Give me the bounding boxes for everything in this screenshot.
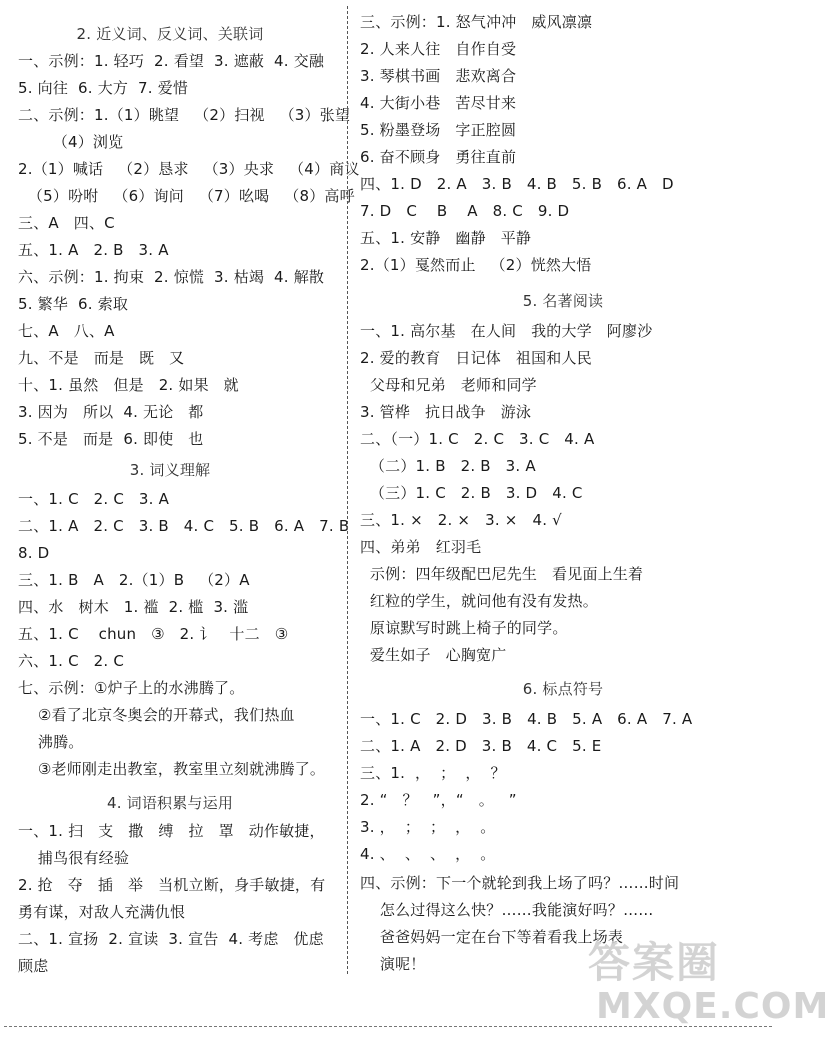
answer-line: 2.（1）喊话 （2）恳求 （3）央求 （4）商议 — [18, 160, 360, 178]
section-heading: 6. 标点符号 — [522, 680, 604, 698]
answer-line: 3. 因为 所以 4. 无论 都 — [18, 403, 204, 421]
answer-line: 4. 、 、 、 ， 。 — [360, 845, 496, 863]
answer-line: （5）吩咐 （6）询问 （7）吆喝 （8）高呼 — [18, 187, 355, 205]
answer-line: 5. 不是 而是 6. 即使 也 — [18, 430, 204, 448]
answer-line: 父母和兄弟 老师和同学 — [360, 376, 537, 394]
section-heading: 5. 名著阅读 — [522, 292, 604, 310]
watermark-text: 答案圈 — [588, 938, 721, 987]
answer-line: 一、1. C 2. D 3. B 4. B 5. A 6. A 7. A — [360, 710, 693, 728]
answer-line: 七、示例：①炉子上的水沸腾了。 — [18, 679, 245, 697]
answer-line: 红粒的学生，就问他有没有发热。 — [360, 592, 598, 610]
answer-line: 2.（1）戛然而止 （2）恍然大悟 — [360, 256, 592, 274]
column-divider — [347, 6, 348, 974]
answer-line: 6. 奋不顾身 勇往直前 — [360, 148, 517, 166]
answer-line: 捕鸟很有经验 — [18, 849, 130, 867]
answer-line: 七、A 八、A — [18, 322, 115, 340]
answer-line: （4）浏览 — [18, 133, 124, 151]
answer-line: ②看了北京冬奥会的开幕式，我们热血 — [18, 706, 295, 724]
answer-line: 2. 抢 夺 插 举 当机立断，身手敏捷，有 — [18, 876, 326, 894]
answer-line: 四、弟弟 红羽毛 — [360, 538, 482, 556]
answer-line: 三、A 四、C — [18, 214, 115, 232]
answer-line: 六、示例：1. 拘束 2. 惊慌 3. 枯竭 4. 解散 — [18, 268, 325, 286]
answer-line: 7. D C B A 8. C 9. D — [360, 202, 570, 220]
answer-line: 爱生如子 心胸宽广 — [360, 646, 507, 664]
answer-line: 五、1. 安静 幽静 平静 — [360, 229, 532, 247]
answer-line: 三、1. B A 2.（1）B （2）A — [18, 571, 250, 589]
answer-line: 三、1. × 2. × 3. × 4. √ — [360, 511, 562, 529]
answer-line: 一、1. 扫 支 撒 缚 拉 罩 动作敏捷， — [18, 822, 325, 840]
answer-line: 沸腾。 — [18, 733, 84, 751]
answer-line: 三、1. ， ； ， ？ — [360, 764, 506, 782]
answer-line: 三、示例：1. 怒气冲冲 威风凛凛 — [360, 13, 593, 31]
answer-line: 五、1. A 2. B 3. A — [18, 241, 169, 259]
section-heading: 3. 词义理解 — [129, 461, 211, 479]
answer-line: 4. 大街小巷 苦尽甘来 — [360, 94, 517, 112]
answer-line: 五、1. C chun ③ 2. 讠 十二 ③ — [18, 625, 289, 643]
answer-line: 爸爸妈妈一定在台下等着看我上场表 — [360, 928, 624, 946]
answer-line: 十、1. 虽然 但是 2. 如果 就 — [18, 376, 239, 394]
answer-line: 3. ， ； ； ， 。 — [360, 818, 496, 836]
answer-line: 勇有谋，对敌人充满仇恨 — [18, 903, 186, 921]
answer-line: 一、示例：1. 轻巧 2. 看望 3. 遮蔽 4. 交融 — [18, 52, 325, 70]
answer-line: 二、1. 宣扬 2. 宣读 3. 宣告 4. 考虑 优虑 — [18, 930, 324, 948]
answer-line: 顾虑 — [18, 957, 49, 975]
answer-line: 演呢！ — [360, 955, 426, 973]
answer-line: 5. 向往 6. 大方 7. 爱惜 — [18, 79, 189, 97]
answer-line: 二、1. A 2. C 3. B 4. C 5. B 6. A 7. B — [18, 517, 350, 535]
answer-line: 示例：四年级配巴尼先生 看见面上生着 — [360, 565, 644, 583]
answer-line: 3. 管桦 抗日战争 游泳 — [360, 403, 532, 421]
answer-line: （三）1. C 2. B 3. D 4. C — [360, 484, 583, 502]
answer-line: 九、不是 而是 既 又 — [18, 349, 185, 367]
section-heading: 4. 词语积累与运用 — [106, 794, 234, 812]
answer-line: 怎么过得这么快？……我能演好吗？…… — [360, 901, 654, 919]
answer-line: 四、水 树木 1. 褴 2. 槛 3. 滥 — [18, 598, 249, 616]
answer-line: 5. 繁华 6. 索取 — [18, 295, 129, 313]
answer-line: 一、1. C 2. C 3. A — [18, 490, 170, 508]
answer-line: 2. “ ？ ”，“ 。 ” — [360, 791, 517, 809]
answer-line: 二、示例：1.（1）眺望 （2）扫视 （3）张望 — [18, 106, 351, 124]
answer-line: 四、示例：下一个就轮到我上场了吗？……时间 — [360, 874, 680, 892]
answer-line: 二、1. A 2. D 3. B 4. C 5. E — [360, 737, 602, 755]
answer-line: 原谅默写时跳上椅子的同学。 — [360, 619, 568, 637]
answer-line: ③老师刚走出教室，教室里立刻就沸腾了。 — [18, 760, 326, 778]
section-heading: 2. 近义词、反义词、关联词 — [76, 25, 264, 43]
answer-line: （二）1. B 2. B 3. A — [360, 457, 536, 475]
answer-line: 8. D — [18, 544, 50, 562]
answer-line: 3. 琴棋书画 悲欢离合 — [360, 67, 517, 85]
answer-line: 二、（一）1. C 2. C 3. C 4. A — [360, 430, 595, 448]
answer-line: 一、1. 高尔基 在人间 我的大学 阿廖沙 — [360, 322, 653, 340]
watermark-url: MXQE.COM — [596, 986, 829, 1027]
answer-line: 5. 粉墨登场 字正腔圆 — [360, 121, 517, 139]
answer-line: 2. 爱的教育 日记体 祖国和人民 — [360, 349, 592, 367]
answer-line: 2. 人来人往 自作自受 — [360, 40, 517, 58]
watermark-logo — [560, 930, 829, 1038]
answer-line: 六、1. C 2. C — [18, 652, 125, 670]
answer-line: 四、1. D 2. A 3. B 4. B 5. B 6. A D — [360, 175, 674, 193]
